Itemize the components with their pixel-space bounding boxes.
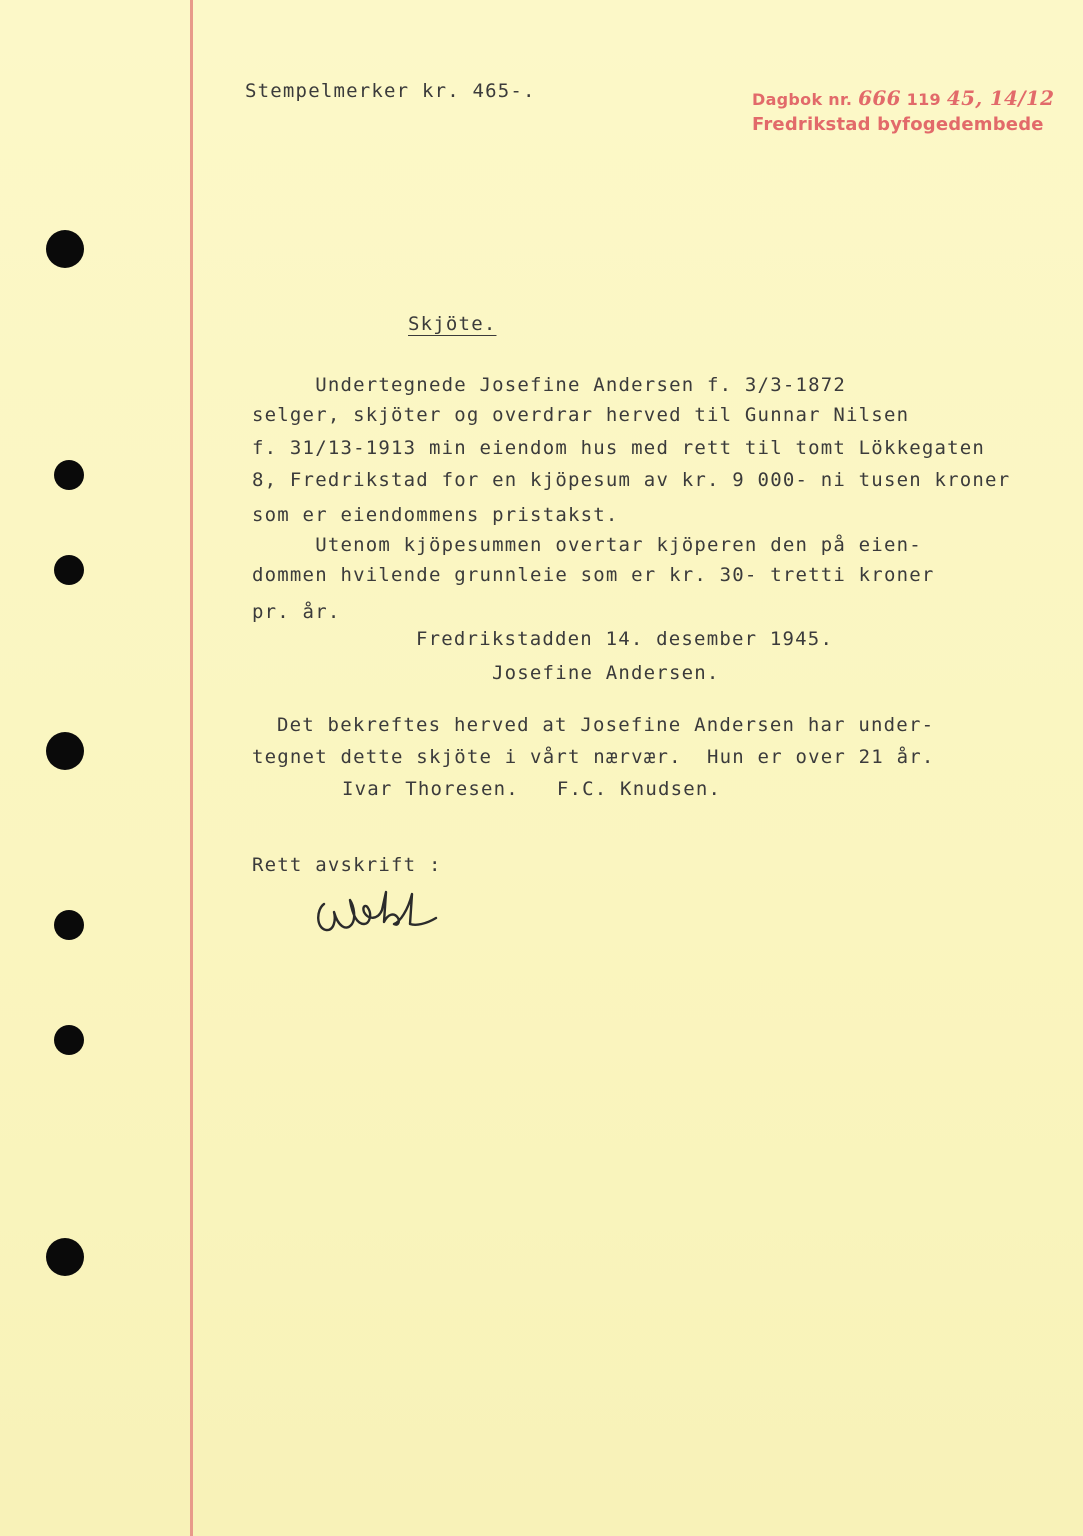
place-date: Fredrikstadden 14. desember 1945. xyxy=(416,628,834,650)
stamp-prefix: Dagbok nr. xyxy=(752,90,853,109)
copy-certification: Rett avskrift : xyxy=(252,854,442,876)
body-line: som er eiendommens pristakst. xyxy=(252,504,619,526)
body-line: dommen hvilende grunnleie som er kr. 30- tretti kroner xyxy=(252,564,935,586)
punch-hole xyxy=(54,910,84,940)
witness-line: tegnet dette skjöte i vårt nærvær. Hun er over 21 år. xyxy=(252,746,935,768)
stamp-number: 666 xyxy=(858,86,901,110)
body-line: Utenom kjöpesummen overtar kjöperen den på eien- xyxy=(252,534,922,556)
body-line: 8, Fredrikstad for en kjöpesum av kr. 9 000- ni tusen kroner xyxy=(252,469,1011,491)
punch-hole xyxy=(54,555,84,585)
punch-hole xyxy=(46,1238,84,1276)
stamp-date: 45, 14/12 xyxy=(946,86,1055,110)
punch-hole xyxy=(54,1025,84,1055)
stamp-mid: 119 xyxy=(906,90,941,109)
witness-line: Det bekreftes herved at Josefine Andersen har under- xyxy=(277,714,935,736)
body-line: f. 31/13-1913 min eiendom hus med rett til tomt Lökkegaten xyxy=(252,437,986,459)
document-title: Skjöte. xyxy=(408,313,497,335)
seller-signature: Josefine Andersen. xyxy=(492,662,720,684)
body-line: selger, skjöter og overdrar herved til Gunnar Nilsen xyxy=(252,404,910,426)
registry-stamp xyxy=(752,86,1054,110)
official-signature xyxy=(312,884,452,944)
punch-hole xyxy=(46,732,84,770)
margin-rule xyxy=(190,0,193,1536)
witness-names: Ivar Thoresen. F.C. Knudsen. xyxy=(342,778,722,800)
stamp-office: Fredrikstad byfogedembede xyxy=(752,114,1044,135)
punch-hole xyxy=(46,230,84,268)
body-line: pr. år. xyxy=(252,601,341,623)
punch-hole xyxy=(54,460,84,490)
stamp-duty-line: Stempelmerker kr. 465-. xyxy=(245,80,536,102)
body-line: Undertegnede Josefine Andersen f. 3/3-1872 xyxy=(252,374,847,396)
